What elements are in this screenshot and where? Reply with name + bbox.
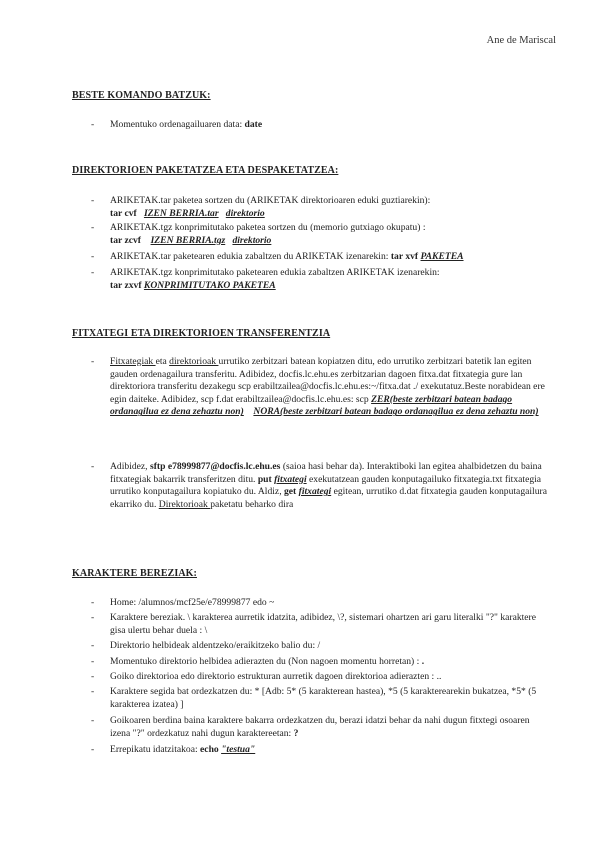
list-item: - Fitxategiak eta direktorioak urrutiko zerbitzari batean kopiatzen ditu, edo urrutiko zerbitzari batetik lan egiten gauden ordenagailura transferitu. Adibidez, docfis.lc.ehu.es zerbitzarian dagoen fitxa.dat fitxategia gure lan direktoriora transferitu dezakegu scp erabiltzailea@docfis.lc.ehu.es:~/fitxa.dat ./ exekutatuz.Beste norabidean ere egin daiteke. Adibidez, scp f.dat erabiltzailea@docfis.lc.ehu.es: scp ZER(beste zerbitzari batean badago ordanagilua ez dena zehaztu non) NORA(beste zerbitzari batean badago ordanagilua ez dena zehaztu non) [91,356,545,418]
list-item: - ARIKETAK.tgz konprimitutako paketea sortzen du (memorio gutxiago okupatu) : tar zcvf IZEN BERRIA.tgz direktorio [91,222,426,246]
list-item: - Home: /alumnos/mcf25e/e78999877 edo ~ [91,597,275,608]
list-item: - ARIKETAK.tgz konprimitutako paketearen edukia zabaltzen ARIKETAK izenarekin: tar zxvf KONPRIMITUTAKO PAKETEA [91,267,440,291]
section-title-karaktere-bereziak: KARAKTERE BEREZIAK: [72,568,197,579]
list-item: - Errepikatu idatzitakoa: echo "testua" [91,744,256,755]
section-title-fitxategi-transferentzia: FITXATEGI ETA DIREKTORIOEN TRANSFERENTZIA [72,328,331,339]
list-item: - Karaktere segida bat ordezkatzen du: * [Adb: 5* (5 karakterean hastea), *5 (5 karakterearekin bukatzea, *5* (5 karakterea izatea) ] [91,686,537,710]
list-item: - Momentuko direktorio helbidea adierazten du (Non nagoen momentu horretan) : . [91,656,425,667]
section-title-beste-komando: BESTE KOMANDO BATZUK: [72,90,211,101]
list-item: - Goikoaren berdina baina karaktere bakarra ordezkatzen du, berazi idatzi behar da nahi dugun fitxtegi osoaren izena "?" ordezkatuz nahi dugun karaktereetan: ? [91,715,530,739]
list-item: - Momentuko ordenagailuaren data: date [91,119,263,130]
list-item: - Adibidez, sftp e78999877@docfis.lc.ehu.es (saioa hasi behar da). Interaktiboki lan egitea ahalbidetzen du baina fitxategiak bakarrik transferitzen ditu. put fitxategi exekutatzean gauden konputagailuko fitxategia.txt fitxategia urrutiko konputagailura kopiatuko du. Aldiz, get fitxategi egitean, urrutiko d.dat fitxategia gauden konputagailura ekarriko du. Direktorioak paketatu beharko dira [91,461,547,510]
author-header: Ane de Mariscal [486,35,556,46]
list-item: - Direktorio helbideak aldentzeko/eraikitzeko balio du: / [91,640,321,651]
list-item: - ARIKETAK.tar paketea sortzen du (ARIKETAK direktorioaren eduki guztiarekin): tar cvf IZEN BERRIA.tar direktorio [91,195,431,219]
list-item: - ARIKETAK.tar paketearen edukia zabaltzen du ARIKETAK izenarekin: tar xvf PAKETEA [91,251,464,262]
section-title-direktorioen-paketatzea: DIREKTORIOEN PAKETATZEA ETA DESPAKETATZEA: [72,165,339,176]
list-item: - Karaktere bereziak. \ karakterea aurretik idatzita, adibidez, \?, sistemari ohartzen ari garu literalki "?" karaktere gisa ulertu behar duela : \ [91,612,536,636]
list-item: - Goiko direktorioa edo direktorio estrukturan aurretik dagoen direktorioa adierazten : .. [91,671,442,682]
